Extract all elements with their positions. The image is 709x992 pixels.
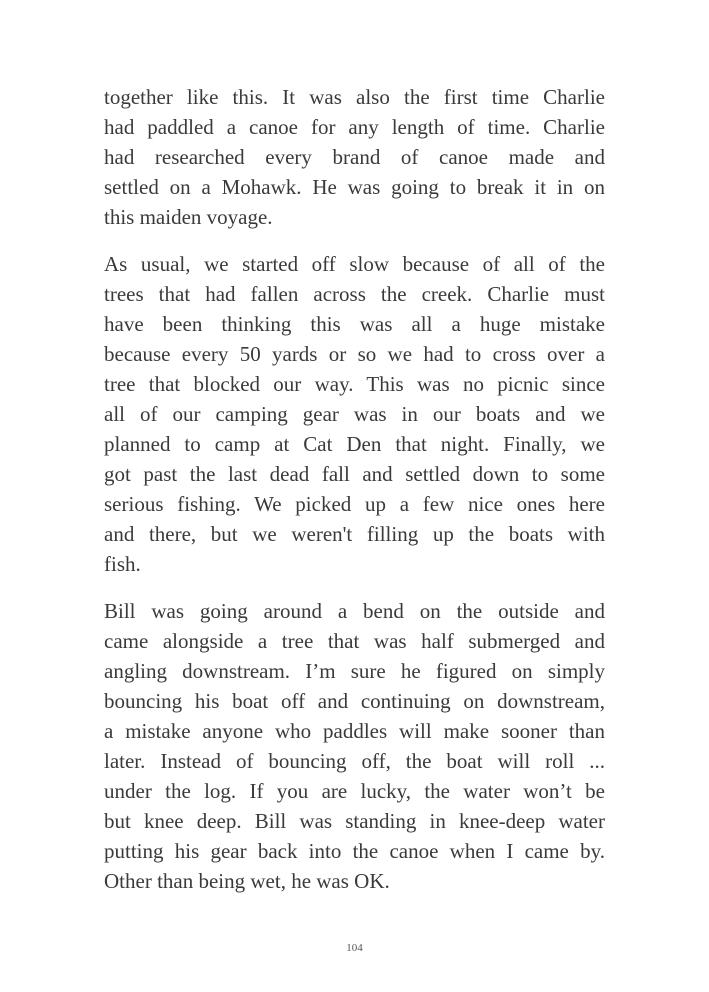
text-line: all of our camping gear was in our boats and we — [104, 402, 605, 426]
text-line: serious fishing. We picked up a few nice ones here — [104, 492, 605, 516]
text-line: planned to camp at Cat Den that night. Finally, we — [104, 432, 605, 456]
text-line: fish. — [104, 552, 141, 576]
text-line: had researched every brand of canoe made and — [104, 145, 605, 169]
text-line: because every 50 yards or so we had to cross over a — [104, 342, 605, 366]
text-line: came alongside a tree that was half submerged and — [104, 629, 605, 653]
text-line: had paddled a canoe for any length of time. Charlie — [104, 115, 605, 139]
paragraph-2 — [104, 249, 605, 579]
paragraph-1 — [104, 82, 605, 232]
text-line: tree that blocked our way. This was no picnic since — [104, 372, 605, 396]
text-line: have been thinking this was all a huge mistake — [104, 312, 605, 336]
text-line: but knee deep. Bill was standing in knee-deep water — [104, 809, 605, 833]
text-line: under the log. If you are lucky, the water won’t be — [104, 779, 605, 803]
text-line: together like this. It was also the first time Charlie — [104, 85, 605, 109]
text-line: trees that had fallen across the creek. Charlie must — [104, 282, 605, 306]
paragraph-3 — [104, 596, 605, 896]
text-line: later. Instead of bouncing off, the boat will roll ... — [104, 749, 605, 773]
text-line: As usual, we started off slow because of all of the — [104, 252, 605, 276]
page-number: 104 — [346, 942, 363, 954]
body-text — [104, 82, 605, 913]
text-line: Bill was going around a bend on the outside and — [104, 599, 605, 623]
text-line: a mistake anyone who paddles will make sooner than — [104, 719, 605, 743]
text-line: Other than being wet, he was OK. — [104, 869, 390, 893]
text-line: and there, but we weren't filling up the boats with — [104, 522, 605, 546]
text-line: got past the last dead fall and settled down to some — [104, 462, 605, 486]
text-line: putting his gear back into the canoe when I came by. — [104, 839, 605, 863]
text-line: angling downstream. I’m sure he figured on simply — [104, 659, 605, 683]
text-line: settled on a Mohawk. He was going to break it in on — [104, 175, 605, 199]
text-line: this maiden voyage. — [104, 205, 273, 229]
text-line: bouncing his boat off and continuing on downstream, — [104, 689, 605, 713]
